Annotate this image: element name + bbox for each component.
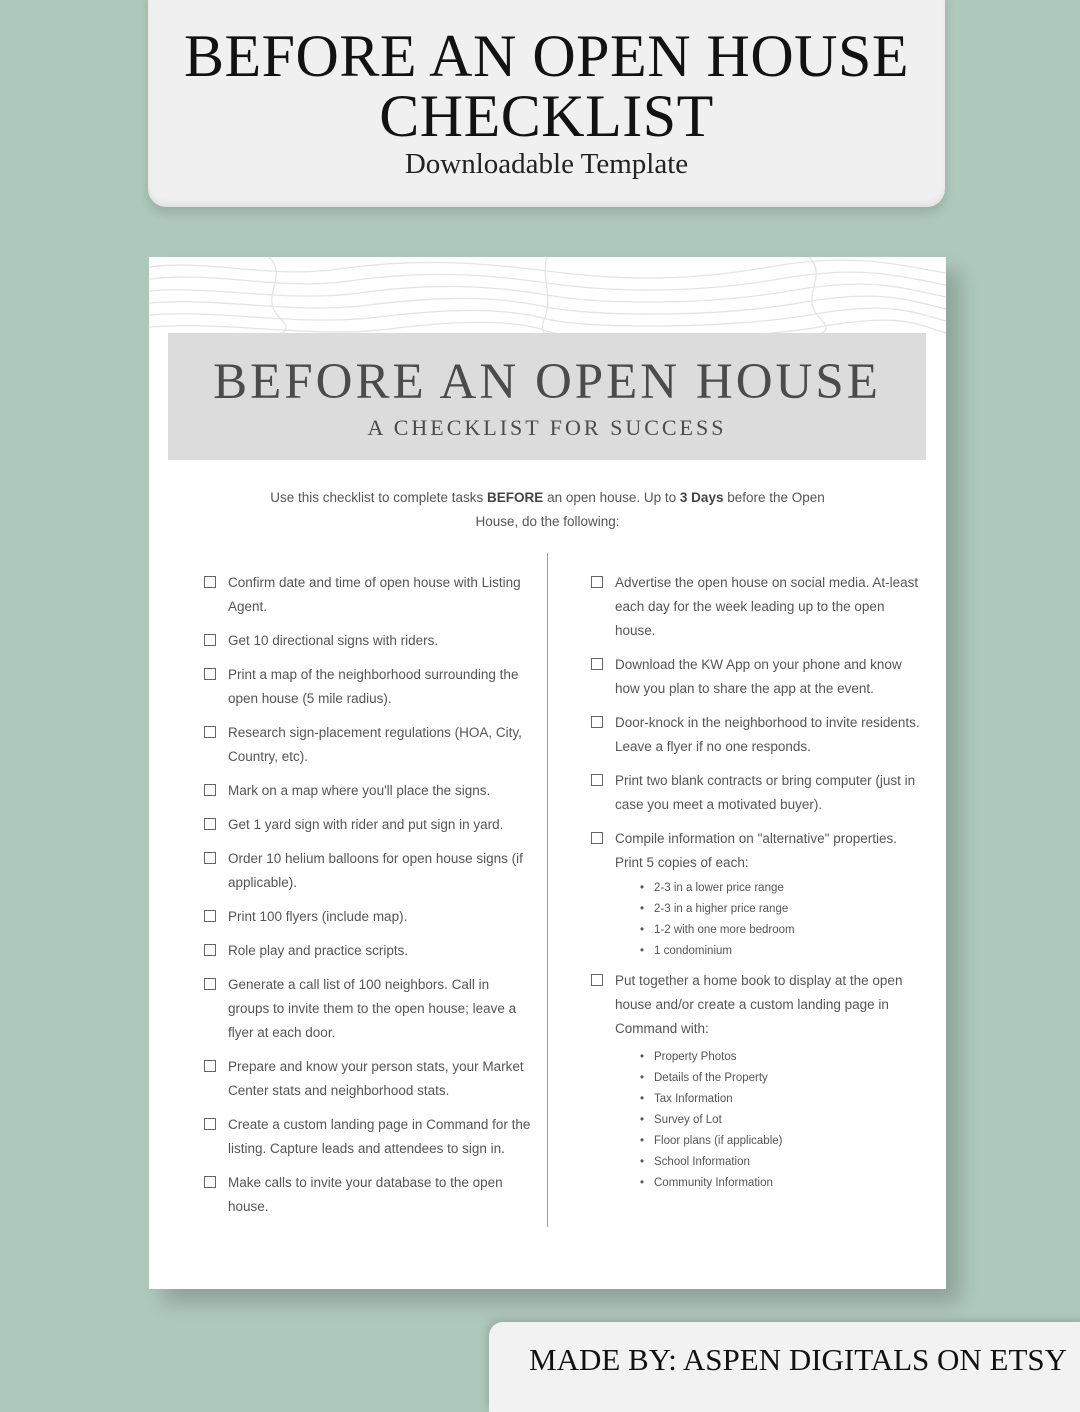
intro-bold-before: BEFORE [487,490,544,505]
checklist-item-text: Get 1 yard sign with rider and put sign in yard. [228,817,504,832]
list-item: • Property Photos [640,1047,920,1068]
checklist-item [590,969,920,1041]
checklist-item [203,779,533,803]
list-item: • Tax Information [640,1089,920,1110]
checklist-item-text: Download the KW App on your phone and know how you plan to share the app at the event. [615,657,902,696]
banner-subtitle: Downloadable Template [404,148,689,180]
title-banner [148,0,945,207]
intro-part-2: an open house. Up to [543,490,680,505]
banner-title-line1: BEFORE AN OPEN HOUSE [183,23,910,89]
checklist-item-text: Order 10 helium balloons for open house signs (if applicable). [228,851,523,890]
list-item: • Community Information [640,1173,920,1194]
checkbox-icon[interactable] [204,978,216,990]
checklist-item [590,827,920,875]
checklist-item [590,711,920,759]
checklist-item-text: Door-knock in the neighborhood to invite residents. Leave a flyer if no one responds. [615,715,920,754]
checkbox-icon[interactable] [204,1176,216,1188]
intro-text [249,486,846,534]
checklist-item [590,571,920,643]
checklist-item-text: Advertise the open house on social media. At-least each day for the week leading up to the open house. [615,575,919,638]
left-checklist-column [203,571,533,1229]
checklist-item-text: Get 10 directional signs with riders. [228,633,439,648]
checklist-item-text: Confirm date and time of open house with Listing Agent. [228,575,521,614]
checklist-item [203,571,533,619]
checklist-item-text: Research sign-placement regulations (HOA, City, Country, etc). [228,725,522,764]
checkbox-icon[interactable] [591,774,603,786]
intro-part-1: Use this checklist to complete tasks [270,490,488,505]
checkbox-icon[interactable] [204,1118,216,1130]
intro-bold-days: 3 Days [679,490,724,505]
checkbox-icon[interactable] [204,726,216,738]
banner-title-line2: CHECKLIST [379,83,714,149]
checkbox-icon[interactable] [204,910,216,922]
list-item: • Survey of Lot [640,1110,920,1131]
checkbox-icon[interactable] [204,852,216,864]
checklist-item-text: Print a map of the neighborhood surrounding the open house (5 mile radius). [228,667,519,706]
checklist-item [203,1171,533,1219]
checklist-item-text: Put together a home book to display at the open house and/or create a custom landing page in Command with: [615,973,903,1036]
checkbox-icon[interactable] [204,944,216,956]
checkbox-icon[interactable] [204,668,216,680]
credit-banner [489,1322,1080,1412]
checklist-item [203,939,533,963]
checklist-item-text: Print 100 flyers (include map). [228,909,408,924]
checkbox-icon[interactable] [591,974,603,986]
list-item: • 1 condominium [640,941,920,962]
checklist-item-text: Create a custom landing page in Command for the listing. Capture leads and attendees to sign in. [228,1117,531,1156]
document-title: BEFORE AN OPEN HOUSE [213,354,881,410]
checkbox-icon[interactable] [591,658,603,670]
checkbox-icon[interactable] [591,716,603,728]
checkbox-icon[interactable] [204,634,216,646]
list-item: • 1-2 with one more bedroom [640,920,920,941]
document-subtitle: A CHECKLIST FOR SUCCESS [367,415,727,440]
checklist-item-text: Role play and practice scripts. [228,943,409,958]
checkbox-icon[interactable] [591,832,603,844]
document-header [168,333,926,460]
banner-title [148,23,945,149]
checklist-item [203,663,533,711]
checklist-item [203,1055,533,1103]
topographic-pattern-decoration [149,257,946,337]
checklist-item-text: Print two blank contracts or bring computer (just in case you meet a motivated buyer). [615,773,916,812]
right-checklist-column [590,571,920,1201]
credit-text: MADE BY: ASPEN DIGITALS ON ETSY [529,1342,1068,1377]
checklist-item-text: Mark on a map where you'll place the signs. [228,783,491,798]
checklist-item [203,629,533,653]
checklist-item-text: Prepare and know your person stats, your Market Center stats and neighborhood stats. [228,1059,524,1098]
checkbox-icon[interactable] [204,818,216,830]
checkbox-icon[interactable] [204,784,216,796]
list-item: • 2-3 in a higher price range [640,899,920,920]
checklist-item [203,813,533,837]
checklist-document [149,257,946,1289]
home-book-sublist [590,1047,920,1194]
checklist-item [203,973,533,1045]
column-divider [547,553,548,1227]
list-item: • Details of the Property [640,1068,920,1089]
checkbox-icon[interactable] [204,1060,216,1072]
checklist-item-text: Make calls to invite your database to the open house. [228,1175,503,1214]
checklist-item [203,905,533,929]
checklist-item-text: Generate a call list of 100 neighbors. Call in groups to invite them to the open house; leave a flyer at each door. [228,977,517,1040]
checkbox-icon[interactable] [591,576,603,588]
checklist-item [203,1113,533,1161]
checklist-item [590,653,920,701]
list-item: • 2-3 in a lower price range [640,878,920,899]
checkbox-icon[interactable] [204,576,216,588]
list-item: • School Information [640,1152,920,1173]
intro-part-3: before the Open House, do the following: [475,490,825,529]
alternative-properties-sublist [590,878,920,962]
list-item: • Floor plans (if applicable) [640,1131,920,1152]
checklist-item [203,721,533,769]
checklist-item-text: Compile information on "alternative" properties. Print 5 copies of each: [615,831,897,870]
checklist-item [590,769,920,817]
checklist-item [203,847,533,895]
